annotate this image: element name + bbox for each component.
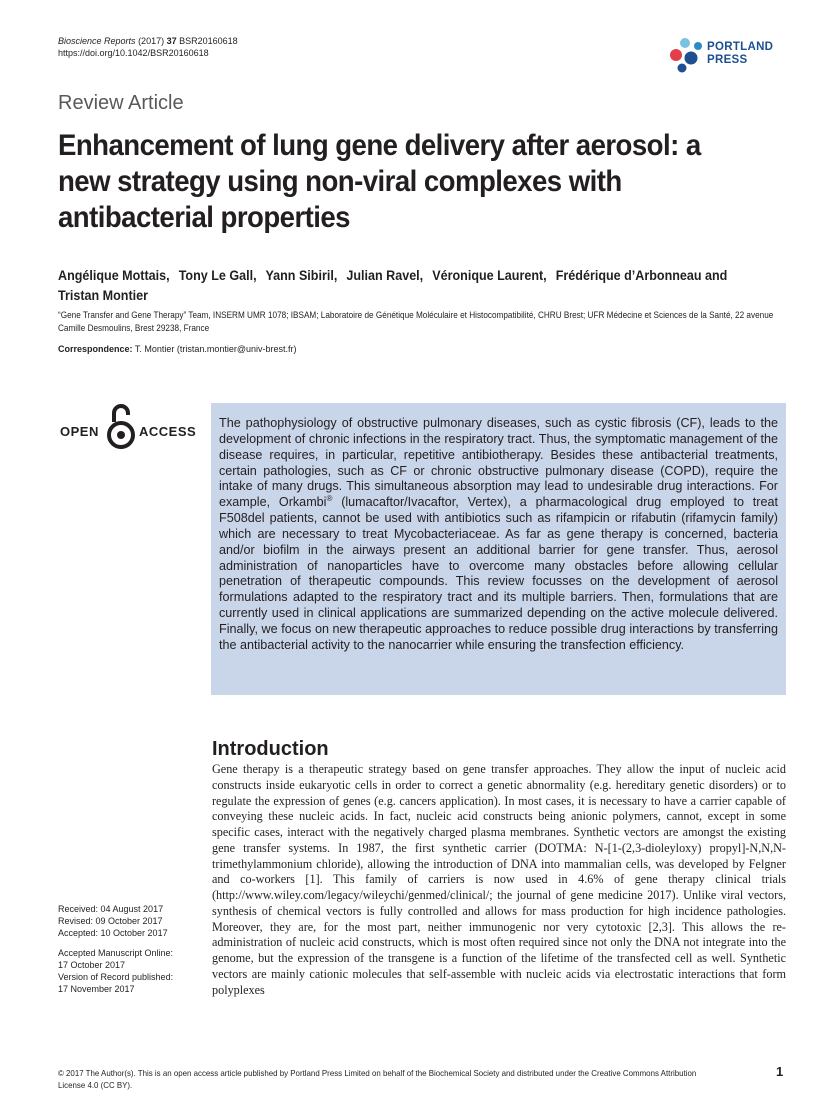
author: Véronique Laurent, bbox=[432, 268, 547, 283]
version-of-record-label: Version of Record published: bbox=[58, 972, 174, 982]
author: Julian Ravel, bbox=[346, 268, 424, 283]
manuscript-online-label: Accepted Manuscript Online: bbox=[58, 948, 174, 958]
correspondence bbox=[58, 344, 297, 354]
registered-mark: ® bbox=[326, 494, 333, 504]
received-date: Received: 04 August 2017 bbox=[58, 904, 164, 914]
open-access-badge bbox=[60, 402, 200, 450]
open-access-word-access: ACCESS bbox=[139, 424, 197, 439]
journal-volume: 37 bbox=[166, 36, 177, 46]
abstract-box bbox=[211, 403, 786, 695]
author: Angélique Mottais, bbox=[58, 268, 170, 283]
manuscript-online-date: 17 October 2017 bbox=[58, 960, 126, 970]
author: Tony Le Gall, bbox=[178, 268, 257, 283]
version-of-record-date: 17 November 2017 bbox=[58, 984, 135, 994]
correspondence-label: Correspondence: bbox=[58, 344, 133, 354]
publisher-logo-text: PORTLAND PRESS bbox=[707, 41, 774, 66]
journal-name: Bioscience Reports bbox=[58, 36, 136, 46]
article-history bbox=[58, 903, 208, 995]
journal-citation bbox=[58, 35, 238, 59]
article-type: Review Article bbox=[58, 92, 184, 114]
abstract-text: The pathophysiology of obstructive pulmonary diseases, such as cystic fibrosis (CF), leads to the development of chronic infections in the respiratory tract. Thus, the symptomatic management of the disease requires, in particular, repetitive antibiotherapy. Besides these antibacterial treatments, certain pathologies, such as CF or chronic obstructive pulmonary disease (COPD), require the intake of many drugs. This simultaneous absorption may lead to undesirable drug interactions. For example, Orkambi® (lumacaftor/Ivacaftor, Vertex), a pharmacological drug employed to treat F508del patients, cannot be used with antibiotics such as rifampicin or rifabutin (rifamycin family) which are necessary to treat Mycobacteriaceae. As far as gene therapy is concerned, bacteria and/or biofilm in the airways present an additional barrier for gene transfer. Thus, aerosol administration of nanoparticles have to overcome many obstacles before allowing cellular penetration of therapeutic compounds. This review focusses on the development of aerosol formulations adapted to the respiratory tract and its multiple barriers. Then, formulations that are currently used in clinical applications are summarized depending on the active molecule delivered. Finally, we focus on new therapeutic approaches to reduce possible drug interactions by transferring the antibacterial activity to the nanocarrier while ensuring the transfection efficiency. bbox=[219, 416, 778, 652]
author-list bbox=[58, 266, 746, 306]
author: Frédérique d’Arbonneau and bbox=[555, 268, 728, 283]
revised-date: Revised: 09 October 2017 bbox=[58, 916, 163, 926]
introduction-paragraph: Gene therapy is a therapeutic strategy based on gene transfer approaches. They allow the input of nucleic acid constructs inside eukaryotic cells in order to correct a genetic abnormality (e.g. hereditary genetic disorders) or to regulate the expression of genes (e.g. cancers application). In most cases, it is necessary to have a carrier capable of conveying these nucleic acids. In fact, nucleic acid constructs being anionic polymers, cannot, except in some specific cases, interact with the negatively charged plasma membranes. Synthetic vectors are amongst the existing gene transfer systems. In 1987, the first synthetic carrier (DOTMA: N-[1-(2,3-dioleyloxy) propyl]-N,N,N-trimethylammonium chloride), allowing the introduction of DNA into mammalian cells, was developed by Felgner and co-workers [1]. This family of carriers is now used in 4.6% of gene therapy clinical trials (http://www.wiley.com/legacy/wileychi/genmed/clinical/; the journal of gene medicine 2017). Unlike viral vectors, synthesis of chemical vectors is fully controlled and allows for mass production for high incidence pathologies. Moreover, they are, for the most part, neither immunogenic nor very cytotoxic [2,3]. This allows the re-administration of nucleic acid constructs, which is most often required since not only the DNA not integrate into the genome, but the expression of the transgene is a function of the lifetime of the transfected cell as well. Synthetic vectors are mainly cationic molecules that self-assemble with nucleic acids via electrostatic interactions that form polyplexes bbox=[212, 762, 786, 997]
journal-year: (2017) bbox=[138, 36, 165, 46]
accepted-date: Accepted: 10 October 2017 bbox=[58, 928, 168, 938]
introduction-body bbox=[212, 762, 786, 998]
open-lock-icon bbox=[106, 402, 136, 450]
author: Tristan Montier bbox=[58, 288, 148, 303]
doi-link[interactable]: https://doi.org/10.1042/BSR20160618 bbox=[58, 48, 209, 58]
section-heading: Introduction bbox=[212, 738, 329, 760]
correspondence-email[interactable]: T. Montier (tristan.montier@univ-brest.fr) bbox=[134, 344, 297, 354]
affiliation: “Gene Transfer and Gene Therapy” Team, INSERM UMR 1078; IBSAM; Laboratoire de Génétique Moléculaire et Histocompatibilité, CHRU Brest; UFR Médecine et Sciences de la Santé, 22 avenue Camille Desmoulins, Brest 29238, France bbox=[58, 310, 774, 333]
copyright-notice: © 2017 The Author(s). This is an open access article published by Portland Press Limited on behalf of the Biochemical Society and distributed under the Creative Commons Attribution License 4.0 (CC BY). bbox=[58, 1068, 697, 1090]
article-id: BSR20160618 bbox=[179, 36, 238, 46]
article-title: Enhancement of lung gene delivery after aerosol: a new strategy using non-viral complexes with antibacterial properties bbox=[58, 129, 701, 234]
author: Yann Sibiril, bbox=[265, 268, 338, 283]
page-number: 1 bbox=[776, 1064, 784, 1079]
open-access-word-open: OPEN bbox=[60, 424, 99, 439]
